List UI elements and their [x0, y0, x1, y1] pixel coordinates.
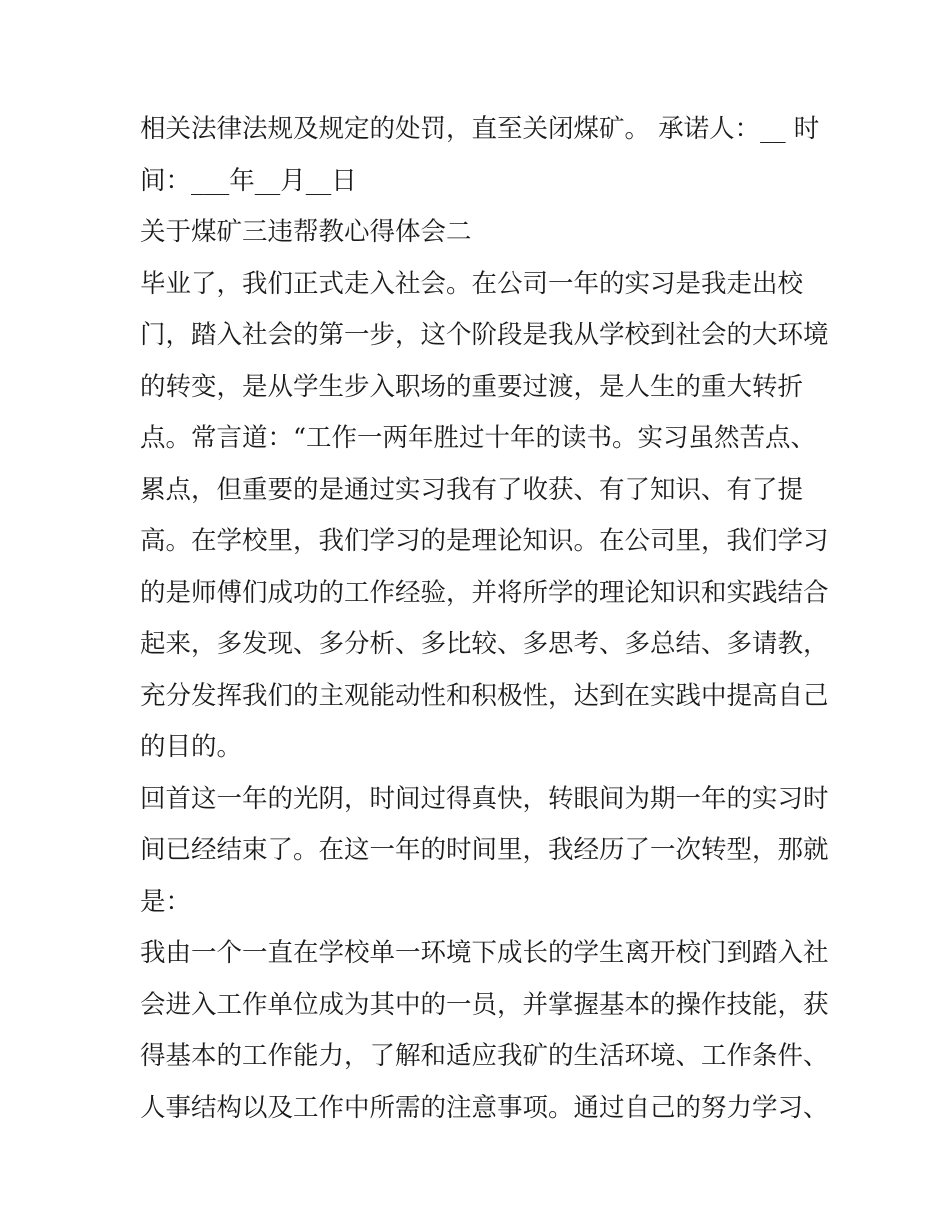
text-line-9: 高。在学校里，我们学习的是理论知识。在公司里，我们学习: [140, 526, 829, 556]
text-line-13: 的目的。: [140, 732, 243, 762]
text-line-2: 间：___年__月__日: [140, 165, 357, 196]
text-line-12: 充分发挥我们的主观能动性和积极性，达到在实践中提高自己: [140, 680, 829, 711]
text-line-6: 的转变，是从学生步入职场的重要过渡，是人生的重大转折: [140, 371, 804, 402]
document-body: [140, 104, 829, 1134]
text-line-1: 相关法律法规及规定的处罚，直至关闭煤矿。 承诺人：__ 时: [140, 114, 820, 144]
text-line-5: 门，踏入社会的第一步，这个阶段是我从学校到社会的大环境: [140, 320, 829, 350]
text-line-20: 人事结构以及工作中所需的注意事项。通过自己的努力学习、: [140, 1092, 829, 1123]
text-line-18: 会进入工作单位成为其中的一员，并掌握基本的操作技能，获: [140, 989, 829, 1020]
text-line-10: 的是师傅们成功的工作经验，并将所学的理论知识和实践结合: [140, 577, 829, 608]
text-line-8: 累点，但重要的是通过实习我有了收获、有了知识、有了提: [140, 474, 804, 505]
text-line-19: 得基本的工作能力，了解和适应我矿的生活环境、工作条件、: [140, 1041, 829, 1071]
text-line-17: 我由一个一直在学校单一环境下成长的学生离开校门到踏入社: [140, 938, 829, 968]
text-line-7: 点。常言道：“工作一两年胜过十年的读书。实习虽然苦点、: [140, 423, 817, 453]
text-line-15: 间已经结束了。在这一年的时间里，我经历了一次转型，那就: [140, 835, 829, 865]
text-line-16: 是：: [140, 886, 192, 917]
text-line-11: 起来，多发现、多分析、多比较、多思考、多总结、多请教，: [140, 629, 829, 659]
text-line-14: 回首这一年的光阴，时间过得真快，转眼间为期一年的实习时: [140, 783, 829, 814]
text-line-4: 毕业了，我们正式走入社会。在公司一年的实习是我走出校: [140, 268, 804, 299]
section-heading: 关于煤矿三违帮教心得体会二: [140, 217, 472, 247]
